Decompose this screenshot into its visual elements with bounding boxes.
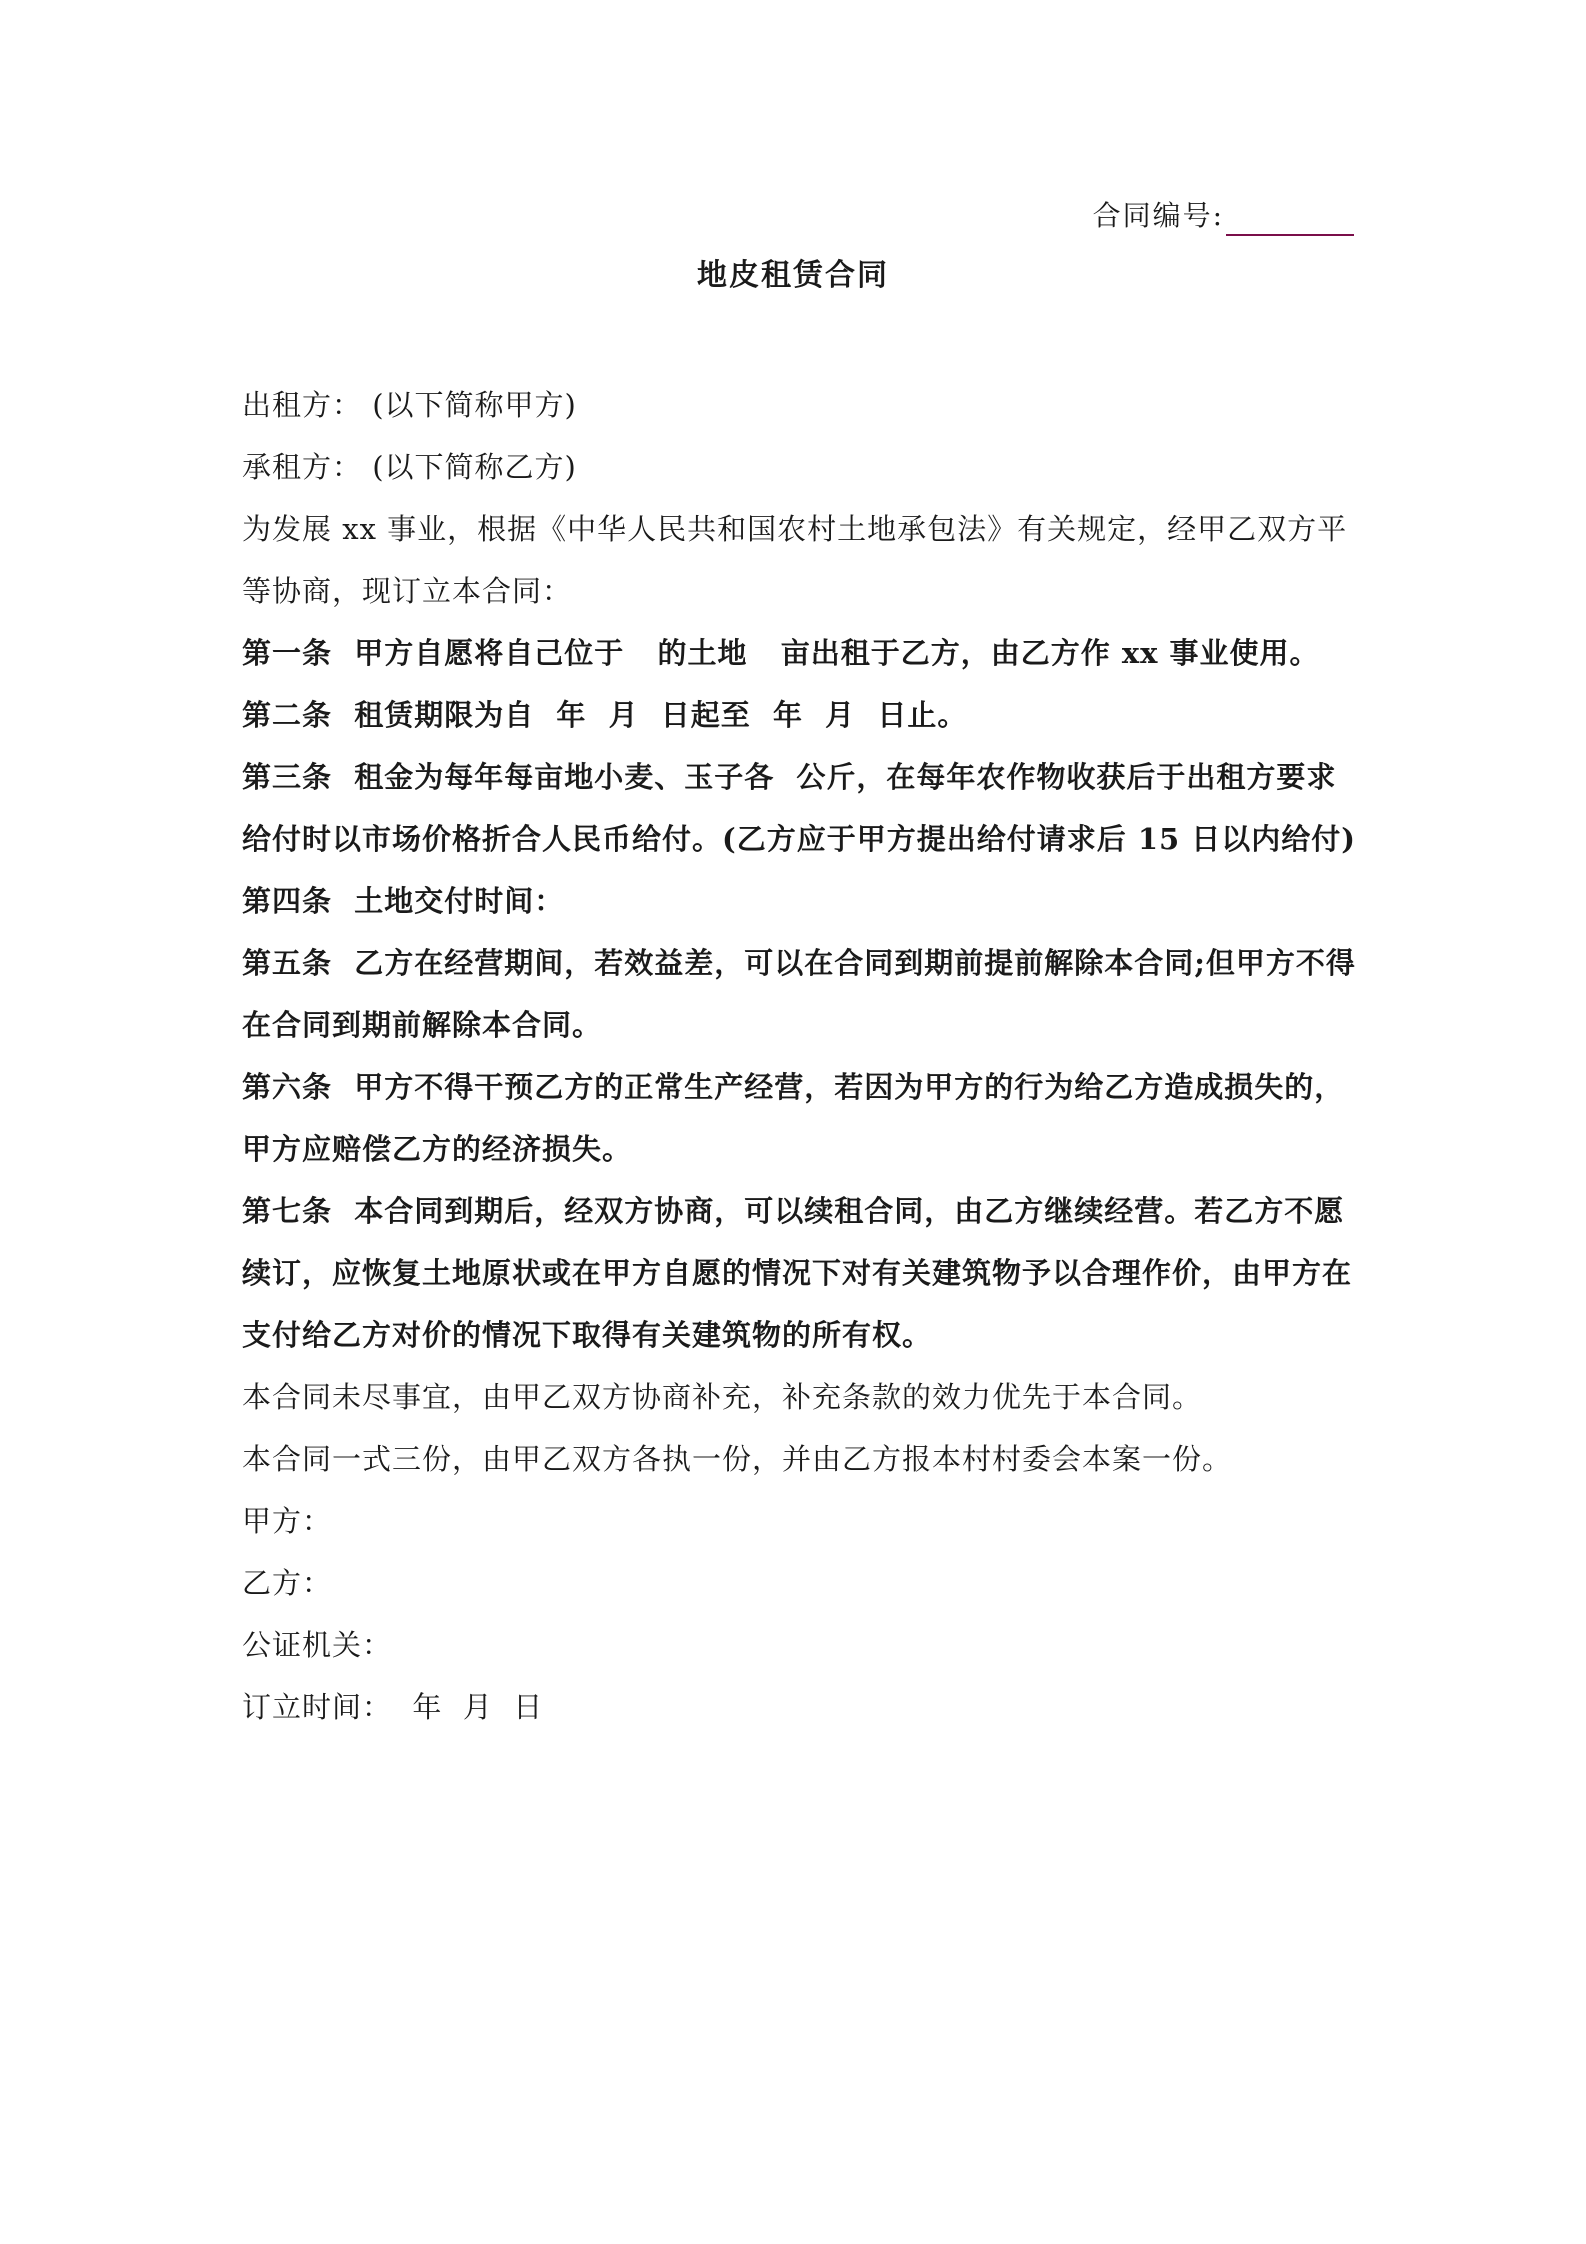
contract-paragraph: 第一条 甲方自愿将自己位于 的土地 亩出租于乙方，由乙方作 xx 事业使用。 <box>242 636 1320 670</box>
contract-paragraph: 公证机关： <box>242 1628 393 1662</box>
contract-number <box>1093 196 1354 236</box>
contract-paragraph: 第七条 本合同到期后，经双方协商，可以续租合同，由乙方继续经营。若乙方不愿续订，应恢复土地原状或在甲方自愿的情况下对有关建筑物予以合理作价，由甲方在支付给乙方对价的情况下取得有关建筑物的所有权。 <box>242 1194 1353 1352</box>
contract-number-blank <box>1226 204 1354 236</box>
contract-paragraph: 为发展 xx 事业，根据《中华人民共和国农村土地承包法》有关规定，经甲乙双方平等协商，现订立本合同： <box>242 512 1348 608</box>
contract-body <box>242 374 1362 1738</box>
contract-paragraph: 本合同一式三份，由甲乙双方各执一份，并由乙方报本村村委会本案一份。 <box>242 1442 1233 1476</box>
contract-paragraph: 第六条 甲方不得干预乙方的正常生产经营，若因为甲方的行为给乙方造成损失的，甲方应赔偿乙方的经济损失。 <box>242 1070 1345 1166</box>
document-title: 地皮租赁合同 <box>697 258 889 293</box>
contract-paragraph: 第三条 租金为每年每亩地小麦、玉子各 公斤，在每年农作物收获后于出租方要求给付时以市场价格折合人民币给付。(乙方应于甲方提出给付请求后 15 日以内给付) <box>242 760 1356 856</box>
contract-paragraph: 出租方： (以下简称甲方) <box>242 388 577 422</box>
contract-paragraph: 本合同未尽事宜，由甲乙双方协商补充，补充条款的效力优先于本合同。 <box>242 1380 1203 1414</box>
contract-paragraph: 甲方： <box>242 1504 333 1538</box>
contract-paragraph: 第二条 租赁期限为自 年 月 日起至 年 月 日止。 <box>242 698 968 732</box>
contract-paragraph: 第四条 土地交付时间： <box>242 884 565 918</box>
contract-paragraph: 订立时间： 年 月 日 <box>242 1690 544 1724</box>
contract-paragraph: 承租方： (以下简称乙方) <box>242 450 577 484</box>
contract-paragraph: 第五条 乙方在经营期间，若效益差，可以在合同到期前提前解除本合同;但甲方不得在合同到期前解除本合同。 <box>242 946 1356 1042</box>
contract-number-label: 合同编号: <box>1092 199 1224 232</box>
contract-paragraph: 乙方： <box>242 1566 333 1600</box>
